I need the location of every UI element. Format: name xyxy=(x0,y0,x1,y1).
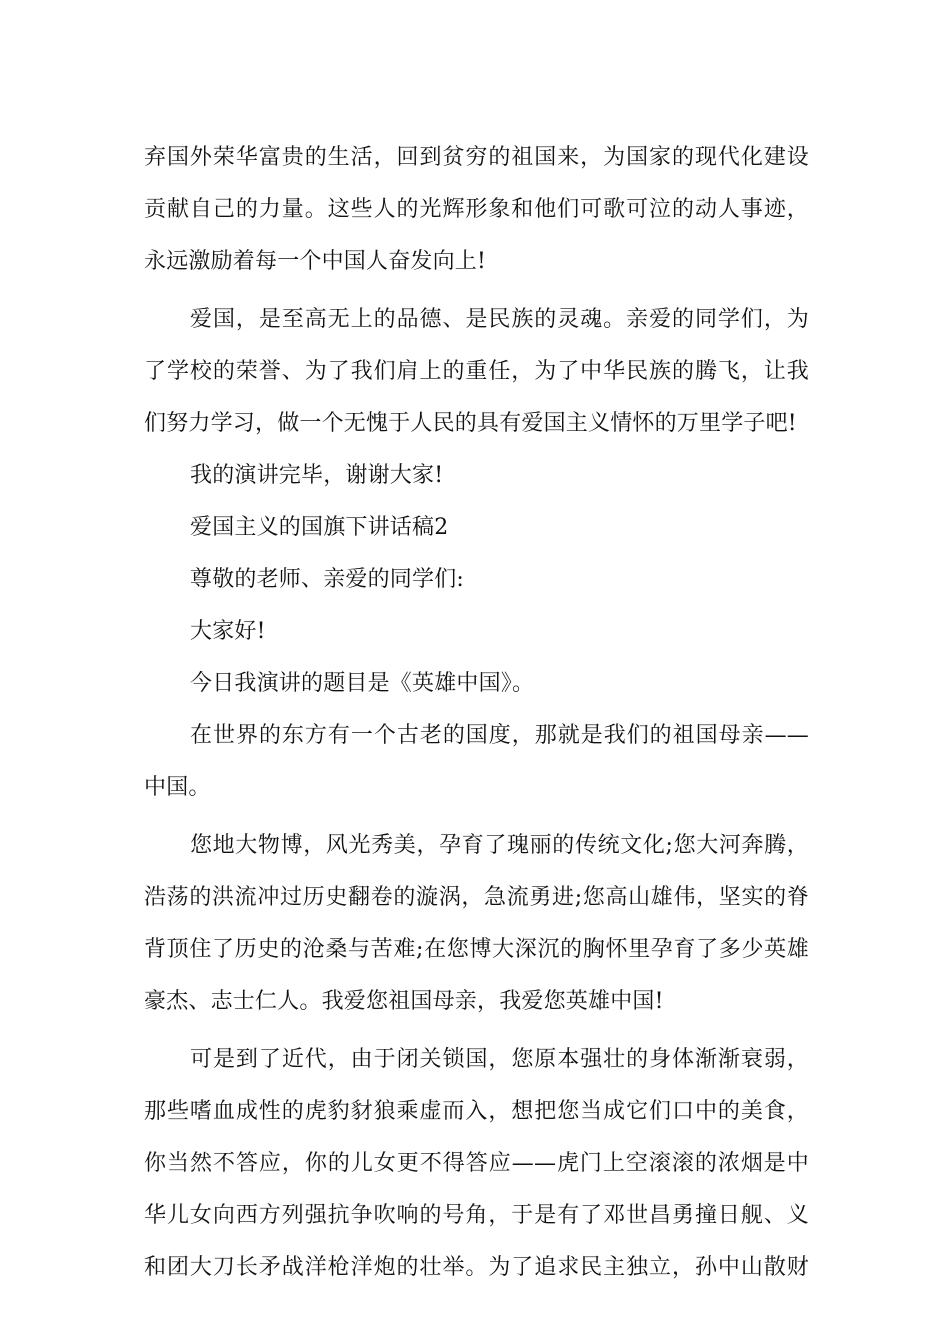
text-line: 可是到了近代，由于闭关锁国，您原本强壮的身体渐渐衰弱， xyxy=(190,1047,809,1072)
text-line: 们努力学习，做一个无愧于人民的具有爱国主义情怀的万里学子吧! xyxy=(144,411,797,436)
text-line: 你当然不答应，你的儿女更不得答应——虎门上空滚滚的浓烟是中 xyxy=(144,1151,809,1176)
text-line: 中国。 xyxy=(144,775,211,800)
paragraph xyxy=(144,502,809,554)
text-line: 今日我演讲的题目是《英雄中国》。 xyxy=(190,671,535,696)
paragraph xyxy=(144,1034,809,1294)
text-line: 永远激励着每一个中国人奋发向上! xyxy=(144,249,487,274)
speech-title: 爱国主义的国旗下讲话稿2 xyxy=(190,515,449,540)
text-line: 浩荡的洪流冲过历史翻卷的漩涡，急流勇进;您高山雄伟，坚实的脊 xyxy=(144,885,809,910)
paragraph xyxy=(144,658,809,710)
paragraph xyxy=(144,450,809,502)
text-line: 了学校的荣誉、为了我们肩上的重任，为了中华民族的腾飞，让我 xyxy=(144,359,809,384)
text-line: 弃国外荣华富贵的生活，回到贫穷的祖国来，为国家的现代化建设 xyxy=(144,145,809,170)
text-line: 贡献自己的力量。这些人的光辉形象和他们可歌可泣的动人事迹， xyxy=(144,197,809,222)
salutation: 尊敬的老师、亲爱的同学们: xyxy=(190,567,465,592)
text-line: 背顶住了历史的沧桑与苦难;在您博大深沉的胸怀里孕育了多少英雄 xyxy=(144,937,809,962)
text-line: 爱国，是至高无上的品德、是民族的灵魂。亲爱的同学们，为 xyxy=(190,307,809,332)
text-line: 华儿女向西方列强抗争吹响的号角，于是有了邓世昌勇撞日舰、义 xyxy=(144,1203,809,1228)
greeting: 大家好! xyxy=(190,619,266,644)
paragraph xyxy=(144,554,809,606)
text-line: 在世界的东方有一个古老的国度，那就是我们的祖国母亲—— xyxy=(190,723,809,748)
text-line: 和团大刀长矛战洋枪洋炮的壮举。为了追求民主独立，孙中山散财 xyxy=(144,1255,809,1280)
paragraph xyxy=(144,294,809,450)
text-line: 豪杰、志士仁人。我爱您祖国母亲，我爱您英雄中国! xyxy=(144,989,664,1014)
closing-line: 我的演讲完毕，谢谢大家! xyxy=(190,463,444,488)
text-line: 那些嗜血成性的虎豹豺狼乘虚而入，想把您当成它们口中的美食， xyxy=(144,1099,809,1124)
paragraph xyxy=(144,132,809,288)
paragraph xyxy=(144,606,809,658)
paragraph xyxy=(144,710,809,814)
document-body xyxy=(144,132,809,1294)
paragraph xyxy=(144,820,809,1028)
text-line: 您地大物博，风光秀美，孕育了瑰丽的传统文化;您大河奔腾， xyxy=(190,833,809,858)
